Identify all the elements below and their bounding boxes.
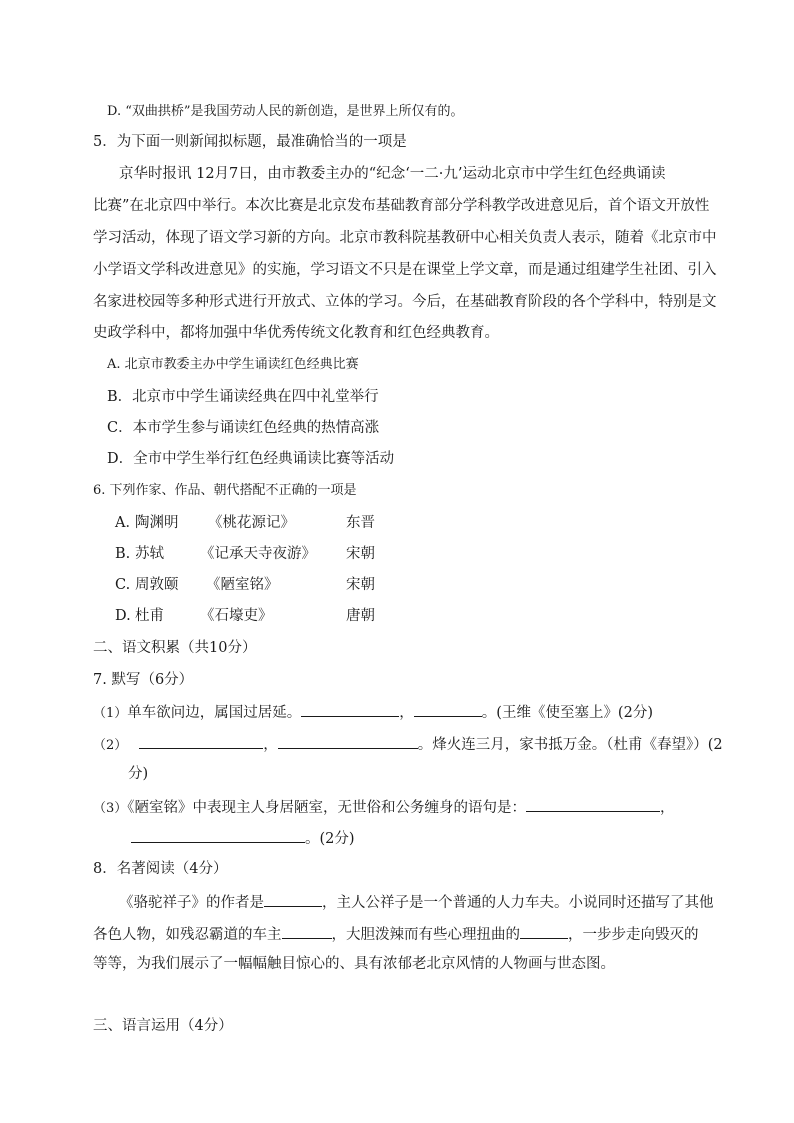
q8-paragraph-line-2 — [93, 924, 699, 944]
q7-3-separator: ， — [660, 800, 675, 816]
section-3-heading: 三、语言运用（4分） — [93, 1018, 233, 1034]
q4-option-d: D. “双曲拱桥”是我国劳动人民的新创造，是世界上所仅有的。 — [107, 104, 464, 119]
q6-row-work: 《石壕吏》 — [200, 608, 273, 624]
q5-option-c: C．本市学生参与诵读红色经典的热情高涨 — [107, 420, 380, 436]
q5-passage-line-5: 名家进校园等多种形式进行开放式、立体的学习。今后，在基础教育阶段的各个学科中，特别是文 — [93, 294, 717, 310]
q7-line-1 — [93, 702, 653, 723]
answer-blank[interactable] — [520, 924, 568, 939]
answer-blank[interactable] — [414, 702, 482, 717]
q7-line-3 — [93, 797, 675, 818]
q5-passage-line-3: 学习活动，体现了语文学习新的方向。北京市教科院基教研中心相关负责人表示，随着《北京市中 — [93, 230, 717, 246]
q6-row-work: 《陋室铭》 — [206, 577, 279, 593]
q6-row-dynasty: 唐朝 — [346, 608, 375, 624]
q7-line-2 — [93, 734, 723, 755]
q6-row-work: 《桃花源记》 — [208, 515, 295, 531]
q6-row-label: A． — [115, 515, 140, 531]
answer-blank[interactable] — [282, 924, 332, 939]
q6-row-dynasty: 东晋 — [346, 515, 375, 531]
q8-paragraph-line-3: 等等，为我们展示了一幅幅触目惊心的、具有浓郁老北京风情的人物画与世态图。 — [93, 956, 615, 972]
answer-blank[interactable] — [264, 892, 322, 907]
q8-paragraph-line-1 — [119, 892, 714, 912]
q7-1-number: （1） — [93, 706, 128, 721]
answer-blank[interactable] — [526, 797, 660, 812]
q6-row-author: 苏轼 — [135, 546, 164, 562]
q7-3-number: （3） — [93, 801, 128, 816]
q6-row-author: 陶渊明 — [135, 515, 179, 531]
q7-line-3-continuation — [131, 828, 355, 848]
q5-passage-line-6: 史政学科中，都将加强中华优秀传统文化教育和红色经典教育。 — [93, 325, 499, 341]
q6-row-dynasty: 宋朝 — [346, 577, 375, 593]
q5-option-a: A. 北京市教委主办中学生诵读红色经典比赛 — [107, 357, 359, 372]
q8-text: 《骆驼祥子》的作者是 — [119, 895, 264, 911]
answer-blank[interactable] — [131, 828, 305, 843]
q6-row-author: 杜甫 — [135, 608, 164, 624]
q8-text: ，大胆泼辣而有些心理扭曲的 — [331, 927, 520, 943]
q7-2-given-text: 。烽火连三月，家书抵万金。（杜甫《春望》）(2 — [417, 737, 723, 753]
q5-stem: 5．为下面一则新闻拟标题，最准确恰当的一项是 — [93, 134, 407, 150]
q6-row-label: D. — [115, 608, 131, 624]
section-2-heading: 二、语文积累（共10分） — [93, 640, 257, 656]
q7-1-separator: ， — [399, 705, 414, 721]
q8-text: ，主人公祥子是一个普通的人力车夫。小说同时还描写了其他 — [322, 895, 714, 911]
q5-passage-line-2: 比赛”在北京四中举行。本次比赛是北京发布基础教育部分学科教学改进意见后，首个语文开放性 — [93, 198, 710, 214]
q8-text: 各色人物，如残忍霸道的车主 — [93, 927, 282, 943]
q7-1-given-text: 单车欲问边，属国过居延。 — [127, 705, 302, 721]
q7-2-continuation: 分) — [128, 766, 149, 782]
q5-option-d: D．全市中学生举行红色经典诵读比赛等活动 — [107, 451, 395, 467]
answer-blank[interactable] — [139, 734, 263, 749]
q6-row-label: B. — [115, 546, 131, 562]
q7-2-number: （2） — [93, 738, 128, 753]
q5-option-b: B．北京市中学生诵读经典在四中礼堂举行 — [107, 389, 379, 405]
q8-stem: 8．名著阅读（4分） — [93, 861, 228, 877]
q8-text: ，一步步走向毁灭的 — [568, 927, 699, 943]
q6-row-label: C. — [115, 577, 131, 593]
q6-row-work: 《记承天寺夜游》 — [200, 546, 316, 562]
q6-row-dynasty: 宋朝 — [346, 546, 375, 562]
q7-1-source: 。(王维《使至塞上》(2分) — [481, 705, 653, 721]
answer-blank[interactable] — [301, 702, 399, 717]
q7-2-separator: ， — [263, 737, 278, 753]
q5-passage-line-1: 京华时报讯 12月7日，由市教委主办的“纪念‘一二·九’运动北京市中学生红色经典诵读 — [119, 166, 666, 182]
q7-3-prompt: 《陋室铭》中表现主人身居陋室，无世俗和公务缠身的语句是： — [127, 800, 527, 816]
answer-blank[interactable] — [278, 734, 418, 749]
q7-stem: 7. 默写（6分） — [93, 672, 194, 688]
q7-3-score: 。(2分) — [305, 831, 355, 847]
q6-row-author: 周敦颐 — [135, 577, 179, 593]
q6-stem: 6. 下列作家、作品、朝代搭配不正确的一项是 — [93, 483, 357, 498]
q5-passage-line-4: 小学语文学科改进意见》的实施，学习语文不只是在课堂上学文章，而是通过组建学生社团、引入 — [93, 262, 717, 278]
